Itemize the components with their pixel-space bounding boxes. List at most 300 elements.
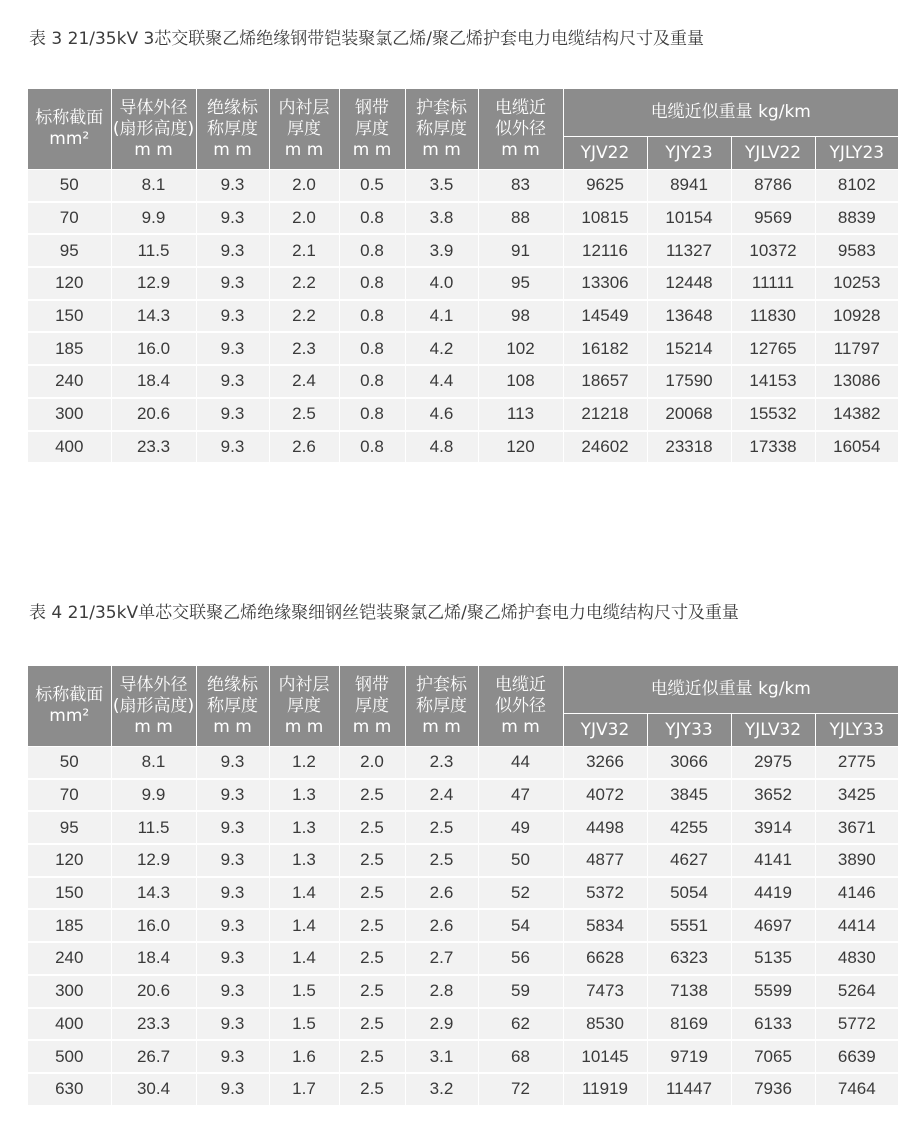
table-cell: 2.3 <box>405 747 478 779</box>
table-row <box>28 747 898 779</box>
table-cell: 1.5 <box>269 1008 339 1041</box>
table-cell: 3.1 <box>405 1040 478 1073</box>
table-cell: 185 <box>28 332 111 365</box>
table-cell: 3890 <box>815 844 898 877</box>
table-cell: 8786 <box>731 170 815 202</box>
table-cell: 5772 <box>815 1008 898 1041</box>
table-row <box>28 234 898 267</box>
table-cell: 9583 <box>815 234 898 267</box>
table-cell: 21218 <box>563 398 647 431</box>
table-cell: 12.9 <box>111 267 196 300</box>
table-cell: 9.3 <box>196 909 269 942</box>
header-line: m m <box>352 139 392 160</box>
table-cell: 108 <box>478 365 563 398</box>
table-cell: 0.8 <box>339 267 405 300</box>
table-cell: 240 <box>28 942 111 975</box>
table-cell: 9.3 <box>196 1008 269 1041</box>
table-cell: 20.6 <box>111 398 196 431</box>
table-cell: 88 <box>478 202 563 235</box>
table-cell: 9.3 <box>196 811 269 844</box>
header-line: 似外径 <box>495 118 546 139</box>
table-cell: 13086 <box>815 365 898 398</box>
table-cell: 500 <box>28 1040 111 1073</box>
table-row <box>28 1008 898 1041</box>
table-cell: 9.3 <box>196 877 269 910</box>
table-cell: 20.6 <box>111 975 196 1008</box>
col-header <box>339 89 405 170</box>
table-cell: 10145 <box>563 1040 647 1073</box>
table-cell: 2.5 <box>339 779 405 812</box>
table-cell: 10154 <box>647 202 731 235</box>
table-cell: 1.4 <box>269 877 339 910</box>
table-cell: 9.9 <box>111 779 196 812</box>
col-header <box>405 89 478 170</box>
table-cell: 3425 <box>815 779 898 812</box>
header-line: 导体外径 <box>119 97 188 118</box>
table-cell: 54 <box>478 909 563 942</box>
table-cell: 9.3 <box>196 365 269 398</box>
table-cell: 91 <box>478 234 563 267</box>
col-header <box>196 89 269 170</box>
table-cell: 150 <box>28 877 111 910</box>
table-cell: 0.8 <box>339 234 405 267</box>
header-line: 内衬层 <box>278 674 330 695</box>
table-cell: 2.5 <box>339 811 405 844</box>
header-line: 称厚度 <box>207 118 258 139</box>
weight-group-header: 电缆近似重量 kg/km <box>563 89 898 137</box>
table-cell: 68 <box>478 1040 563 1073</box>
table-cell: 2.5 <box>339 942 405 975</box>
table-cell: 1.4 <box>269 942 339 975</box>
table-cell: 16182 <box>563 332 647 365</box>
table-cell: 1.7 <box>269 1073 339 1106</box>
table-cell: 4.6 <box>405 398 478 431</box>
table-cell: 4.4 <box>405 365 478 398</box>
weight-col-header: YJV22 <box>563 137 647 170</box>
table-cell: 23318 <box>647 431 731 464</box>
table-cell: 5599 <box>731 975 815 1008</box>
table-cell: 1.3 <box>269 844 339 877</box>
table-cell: 11.5 <box>111 234 196 267</box>
header-line: 绝缘标 <box>207 674 258 695</box>
table-cell: 4830 <box>815 942 898 975</box>
table-row <box>28 202 898 235</box>
header-line: m m <box>213 716 252 737</box>
header-line: 厚度 <box>287 118 321 139</box>
table-cell: 9.3 <box>196 779 269 812</box>
table-cell: 11327 <box>647 234 731 267</box>
table-cell: 2.5 <box>339 1008 405 1041</box>
table-cell: 3.9 <box>405 234 478 267</box>
weight-col-header: YJLV32 <box>731 714 815 747</box>
table-cell: 4.1 <box>405 300 478 333</box>
table-cell: 240 <box>28 365 111 398</box>
table-cell: 9569 <box>731 202 815 235</box>
header-line: m m <box>213 139 252 160</box>
col-header <box>111 89 196 170</box>
table-row <box>28 267 898 300</box>
table-cell: 3.8 <box>405 202 478 235</box>
table-cell: 7464 <box>815 1073 898 1106</box>
table-cell: 8102 <box>815 170 898 202</box>
table-cell: 44 <box>478 747 563 779</box>
weight-col-header: YJV32 <box>563 714 647 747</box>
table-cell: 7065 <box>731 1040 815 1073</box>
table-cell: 13648 <box>647 300 731 333</box>
table-row <box>28 300 898 333</box>
weight-col-header: YJY23 <box>647 137 731 170</box>
table-cell: 9.3 <box>196 975 269 1008</box>
table-cell: 3066 <box>647 747 731 779</box>
table-cell: 2.5 <box>339 975 405 1008</box>
table-cell: 1.3 <box>269 779 339 812</box>
table4-caption: 表 4 21/35kV单芯交联聚乙烯绝缘聚细钢丝铠装聚氯乙烯/聚乙烯护套电力电缆结构尺寸及重量 <box>29 603 739 623</box>
table-cell: 2.5 <box>339 909 405 942</box>
table-cell: 50 <box>28 747 111 779</box>
table-cell: 5551 <box>647 909 731 942</box>
table-cell: 50 <box>28 170 111 202</box>
table-cell: 9.3 <box>196 1040 269 1073</box>
table-cell: 3.2 <box>405 1073 478 1106</box>
table-cell: 12448 <box>647 267 731 300</box>
col-header <box>28 89 111 170</box>
table-cell: 15532 <box>731 398 815 431</box>
table-cell: 9.3 <box>196 398 269 431</box>
header-line: 电缆近 <box>495 97 546 118</box>
table-row <box>28 1073 898 1106</box>
table-cell: 7473 <box>563 975 647 1008</box>
table-cell: 11111 <box>731 267 815 300</box>
table-cell: 5264 <box>815 975 898 1008</box>
table-cell: 11797 <box>815 332 898 365</box>
table-cell: 1.4 <box>269 909 339 942</box>
table-cell: 9.3 <box>196 170 269 202</box>
table-cell: 5135 <box>731 942 815 975</box>
header-line: 厚度 <box>355 695 389 716</box>
table-cell: 0.8 <box>339 431 405 464</box>
col-header <box>196 666 269 747</box>
table-cell: 4414 <box>815 909 898 942</box>
weight-col-header: YJLV22 <box>731 137 815 170</box>
col-header <box>111 666 196 747</box>
header-line: 似外径 <box>495 695 546 716</box>
header-line: mm² <box>49 706 90 726</box>
table-row <box>28 877 898 910</box>
table-cell: 1.6 <box>269 1040 339 1073</box>
table-row <box>28 398 898 431</box>
table-cell: 2775 <box>815 747 898 779</box>
col-header <box>269 89 339 170</box>
table-cell: 17590 <box>647 365 731 398</box>
table-cell: 2.6 <box>405 909 478 942</box>
table-cell: 4627 <box>647 844 731 877</box>
table-cell: 4877 <box>563 844 647 877</box>
table-cell: 12.9 <box>111 844 196 877</box>
header-line: mm² <box>49 129 90 149</box>
table-cell: 2.5 <box>339 877 405 910</box>
table3 <box>28 89 898 464</box>
table-cell: 4255 <box>647 811 731 844</box>
header-line: 电缆近 <box>495 674 546 695</box>
weight-col-header: YJY33 <box>647 714 731 747</box>
table-cell: 16.0 <box>111 909 196 942</box>
table-cell: 9.3 <box>196 431 269 464</box>
header-line: m m <box>422 716 461 737</box>
header-line: 绝缘标 <box>207 97 258 118</box>
table-cell: 7936 <box>731 1073 815 1106</box>
table-cell: 3652 <box>731 779 815 812</box>
table-cell: 2.2 <box>269 267 339 300</box>
table-row <box>28 975 898 1008</box>
table-cell: 16054 <box>815 431 898 464</box>
table-cell: 6133 <box>731 1008 815 1041</box>
table-cell: 8941 <box>647 170 731 202</box>
header-line: 导体外径 <box>119 674 188 695</box>
table-cell: 3914 <box>731 811 815 844</box>
header-line: 标称截面 <box>35 108 104 128</box>
table-cell: 10253 <box>815 267 898 300</box>
table-cell: 11830 <box>731 300 815 333</box>
header-line: 护套标 <box>416 674 467 695</box>
header-line: m m <box>134 716 173 737</box>
table-cell: 17338 <box>731 431 815 464</box>
table-cell: 72 <box>478 1073 563 1106</box>
table-cell: 9625 <box>563 170 647 202</box>
table-cell: 185 <box>28 909 111 942</box>
table-cell: 47 <box>478 779 563 812</box>
table-cell: 70 <box>28 779 111 812</box>
table-cell: 24602 <box>563 431 647 464</box>
header-line: m m <box>134 139 173 160</box>
table-cell: 2.5 <box>405 844 478 877</box>
table-cell: 18.4 <box>111 365 196 398</box>
table-cell: 120 <box>28 844 111 877</box>
table-cell: 2.4 <box>269 365 339 398</box>
table-cell: 6628 <box>563 942 647 975</box>
table-cell: 4697 <box>731 909 815 942</box>
table-cell: 14.3 <box>111 877 196 910</box>
header-line: (扇形高度) <box>112 695 195 716</box>
table-cell: 400 <box>28 431 111 464</box>
header-line: 内衬层 <box>278 97 330 118</box>
table-cell: 2.5 <box>339 844 405 877</box>
table-cell: 11.5 <box>111 811 196 844</box>
table-cell: 95 <box>28 234 111 267</box>
table-cell: 102 <box>478 332 563 365</box>
table-cell: 50 <box>478 844 563 877</box>
table-cell: 9.3 <box>196 234 269 267</box>
table-cell: 3.5 <box>405 170 478 202</box>
table-cell: 300 <box>28 398 111 431</box>
table-cell: 0.8 <box>339 365 405 398</box>
col-header <box>478 666 563 747</box>
table-cell: 26.7 <box>111 1040 196 1073</box>
table-cell: 0.8 <box>339 398 405 431</box>
table-cell: 9.3 <box>196 300 269 333</box>
table-cell: 23.3 <box>111 1008 196 1041</box>
table-cell: 9.3 <box>196 267 269 300</box>
table-cell: 56 <box>478 942 563 975</box>
table4 <box>28 666 898 1107</box>
col-header <box>405 666 478 747</box>
header-line: (扇形高度) <box>112 118 195 139</box>
header-line: m m <box>501 716 540 737</box>
header-line: 称厚度 <box>416 695 467 716</box>
table-cell: 9719 <box>647 1040 731 1073</box>
table-cell: 2.2 <box>269 300 339 333</box>
table-cell: 8.1 <box>111 747 196 779</box>
table-cell: 9.3 <box>196 747 269 779</box>
table-cell: 4072 <box>563 779 647 812</box>
col-header <box>339 666 405 747</box>
table-cell: 70 <box>28 202 111 235</box>
table-cell: 14.3 <box>111 300 196 333</box>
table-cell: 2.8 <box>405 975 478 1008</box>
table-cell: 9.3 <box>196 202 269 235</box>
table-cell: 9.3 <box>196 942 269 975</box>
table-cell: 113 <box>478 398 563 431</box>
table-cell: 2.0 <box>269 170 339 202</box>
header-line: m m <box>284 139 324 160</box>
table-cell: 20068 <box>647 398 731 431</box>
table-cell: 15214 <box>647 332 731 365</box>
table-cell: 2.0 <box>339 747 405 779</box>
table-cell: 59 <box>478 975 563 1008</box>
table-cell: 6323 <box>647 942 731 975</box>
table-cell: 2.5 <box>339 1040 405 1073</box>
table-cell: 2.3 <box>269 332 339 365</box>
header-line: 称厚度 <box>207 695 258 716</box>
table-row <box>28 779 898 812</box>
col-header <box>28 666 111 747</box>
weight-group-header: 电缆近似重量 kg/km <box>563 666 898 714</box>
table-cell: 4498 <box>563 811 647 844</box>
table-row <box>28 332 898 365</box>
header-line: 标称截面 <box>35 685 104 705</box>
table-cell: 1.3 <box>269 811 339 844</box>
table-cell: 13306 <box>563 267 647 300</box>
table-cell: 2.0 <box>269 202 339 235</box>
table-cell: 7138 <box>647 975 731 1008</box>
table3-caption: 表 3 21/35kV 3芯交联聚乙烯绝缘钢带铠装聚氯乙烯/聚乙烯护套电力电缆结构尺寸及重量 <box>29 29 705 49</box>
table-cell: 2.5 <box>339 1073 405 1106</box>
table-cell: 2.6 <box>269 431 339 464</box>
table-row <box>28 1040 898 1073</box>
table-cell: 0.5 <box>339 170 405 202</box>
table-cell: 3845 <box>647 779 731 812</box>
table-cell: 2.4 <box>405 779 478 812</box>
table-cell: 8169 <box>647 1008 731 1041</box>
table-cell: 30.4 <box>111 1073 196 1106</box>
header-line: 钢带 <box>355 97 389 118</box>
table-row <box>28 909 898 942</box>
table-row <box>28 365 898 398</box>
table-cell: 2.5 <box>269 398 339 431</box>
weight-col-header: YJLY33 <box>815 714 898 747</box>
header-line: m m <box>422 139 461 160</box>
table-cell: 8839 <box>815 202 898 235</box>
table-cell: 2.1 <box>269 234 339 267</box>
table-cell: 120 <box>28 267 111 300</box>
header-line: m m <box>501 139 540 160</box>
table-cell: 3266 <box>563 747 647 779</box>
table-cell: 10815 <box>563 202 647 235</box>
table-cell: 120 <box>478 431 563 464</box>
table-row <box>28 811 898 844</box>
table-cell: 5054 <box>647 877 731 910</box>
table-cell: 11919 <box>563 1073 647 1106</box>
table-cell: 2.9 <box>405 1008 478 1041</box>
table-cell: 95 <box>478 267 563 300</box>
table-cell: 630 <box>28 1073 111 1106</box>
table-cell: 12765 <box>731 332 815 365</box>
header-line: 厚度 <box>355 118 389 139</box>
table-cell: 8530 <box>563 1008 647 1041</box>
header-line: 称厚度 <box>416 118 467 139</box>
col-header <box>269 666 339 747</box>
table-cell: 23.3 <box>111 431 196 464</box>
table-cell: 9.9 <box>111 202 196 235</box>
table-cell: 9.3 <box>196 332 269 365</box>
table-cell: 14153 <box>731 365 815 398</box>
table-cell: 18.4 <box>111 942 196 975</box>
table-cell: 4146 <box>815 877 898 910</box>
table-cell: 5834 <box>563 909 647 942</box>
table-cell: 4.2 <box>405 332 478 365</box>
table-row <box>28 942 898 975</box>
table-row <box>28 431 898 464</box>
table-cell: 9.3 <box>196 1073 269 1106</box>
table-row <box>28 844 898 877</box>
table-cell: 18657 <box>563 365 647 398</box>
table-cell: 400 <box>28 1008 111 1041</box>
table-cell: 98 <box>478 300 563 333</box>
table-cell: 10928 <box>815 300 898 333</box>
table-cell: 14549 <box>563 300 647 333</box>
table-cell: 12116 <box>563 234 647 267</box>
table-cell: 4419 <box>731 877 815 910</box>
table-cell: 300 <box>28 975 111 1008</box>
table-cell: 10372 <box>731 234 815 267</box>
header-line: 厚度 <box>287 695 321 716</box>
table-cell: 1.2 <box>269 747 339 779</box>
table-cell: 83 <box>478 170 563 202</box>
table-cell: 1.5 <box>269 975 339 1008</box>
table-cell: 4.0 <box>405 267 478 300</box>
table-cell: 5372 <box>563 877 647 910</box>
table-cell: 6639 <box>815 1040 898 1073</box>
table-cell: 62 <box>478 1008 563 1041</box>
table-cell: 150 <box>28 300 111 333</box>
header-line: 钢带 <box>355 674 389 695</box>
table-cell: 4.8 <box>405 431 478 464</box>
col-header <box>478 89 563 170</box>
table-cell: 49 <box>478 811 563 844</box>
table-cell: 52 <box>478 877 563 910</box>
header-line: m m <box>284 716 324 737</box>
table-row <box>28 170 898 202</box>
table-cell: 95 <box>28 811 111 844</box>
table-cell: 11447 <box>647 1073 731 1106</box>
table-cell: 4141 <box>731 844 815 877</box>
weight-col-header: YJLY23 <box>815 137 898 170</box>
table-cell: 0.8 <box>339 202 405 235</box>
table-cell: 2.5 <box>405 811 478 844</box>
table-cell: 2.6 <box>405 877 478 910</box>
table-cell: 14382 <box>815 398 898 431</box>
table-cell: 16.0 <box>111 332 196 365</box>
table-cell: 3671 <box>815 811 898 844</box>
